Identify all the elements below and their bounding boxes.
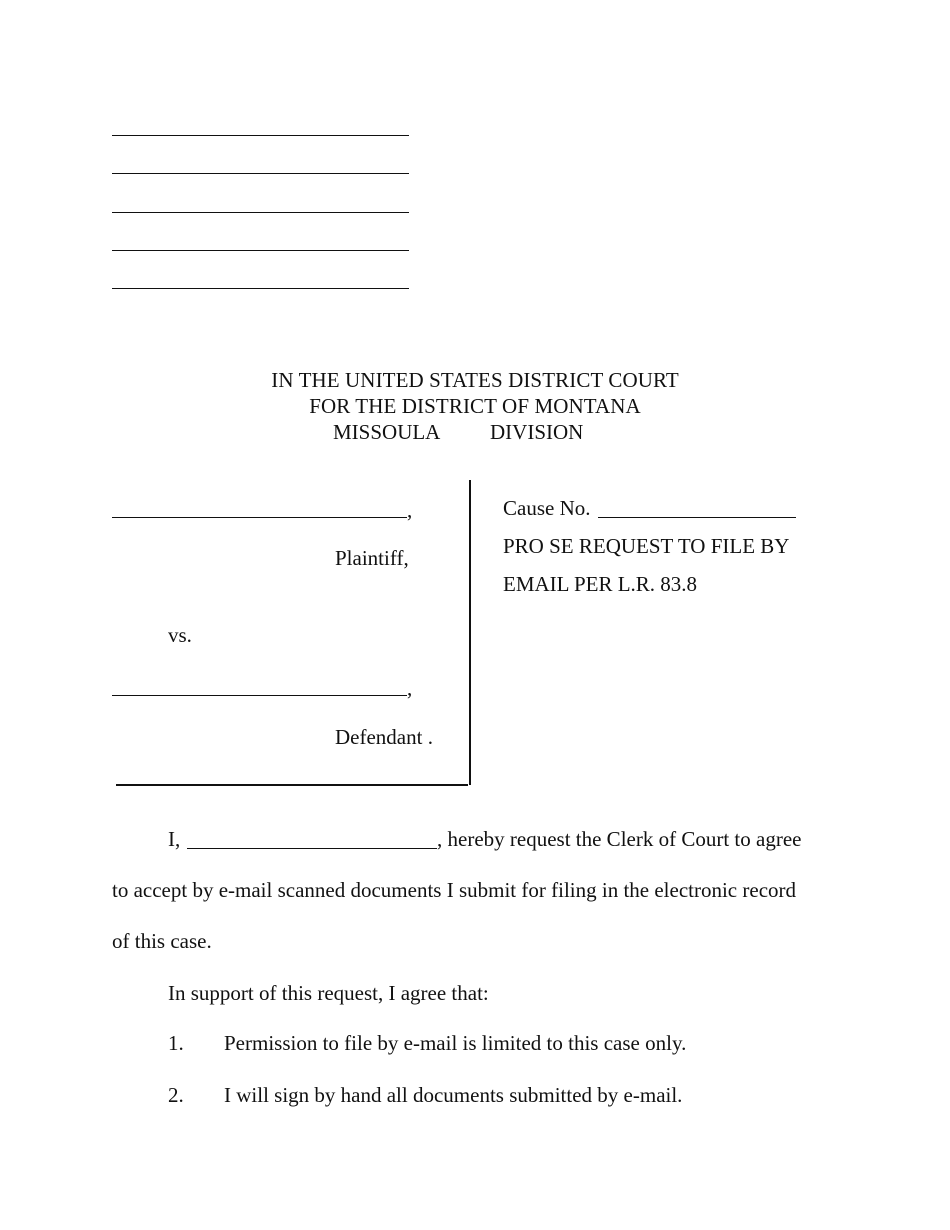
- support-statement: In support of this request, I agree that:: [168, 981, 489, 1005]
- court-title-line2: FOR THE DISTRICT OF MONTANA: [309, 394, 641, 418]
- defendant-name-blank: [112, 695, 407, 696]
- filer-address-blank: [112, 173, 409, 174]
- intro-request-text: , hereby request the Clerk of Court to agree: [437, 827, 802, 851]
- item-1-number: 1.: [168, 1031, 184, 1055]
- filer-city-blank: [112, 212, 409, 213]
- item-2-number: 2.: [168, 1083, 184, 1107]
- defendant-comma: ,: [407, 676, 413, 700]
- body-line-2: to accept by e-mail scanned documents I submit for filing in the electronic record: [112, 878, 797, 902]
- plaintiff-name-blank: [112, 517, 407, 518]
- requester-name-blank: [187, 848, 437, 849]
- item-2-text: I will sign by hand all documents submitted by e-mail.: [224, 1083, 683, 1107]
- filer-phone-blank: [112, 250, 409, 251]
- plaintiff-label: Plaintiff,: [335, 546, 409, 570]
- court-division-label: DIVISION: [490, 420, 584, 444]
- court-city: MISSOULA: [333, 420, 441, 444]
- caption-vertical-rule: [469, 480, 471, 785]
- filer-name-blank: [112, 135, 409, 136]
- document-title-line2: EMAIL PER L.R. 83.8: [503, 572, 698, 596]
- body-line-3: of this case.: [112, 929, 212, 953]
- document-title-line1: PRO SE REQUEST TO FILE BY: [503, 534, 790, 558]
- item-1-text: Permission to file by e-mail is limited to this case only.: [224, 1031, 687, 1055]
- court-title-line1: IN THE UNITED STATES DISTRICT COURT: [271, 368, 679, 392]
- vs-label: vs.: [168, 623, 192, 647]
- cause-number-blank: [598, 517, 796, 518]
- cause-number-label: Cause No.: [503, 496, 591, 520]
- defendant-label: Defendant .: [335, 725, 433, 749]
- plaintiff-comma: ,: [407, 498, 413, 522]
- caption-bottom-rule: [116, 784, 468, 786]
- filer-email-blank: [112, 288, 409, 289]
- intro-prefix: I,: [168, 827, 181, 851]
